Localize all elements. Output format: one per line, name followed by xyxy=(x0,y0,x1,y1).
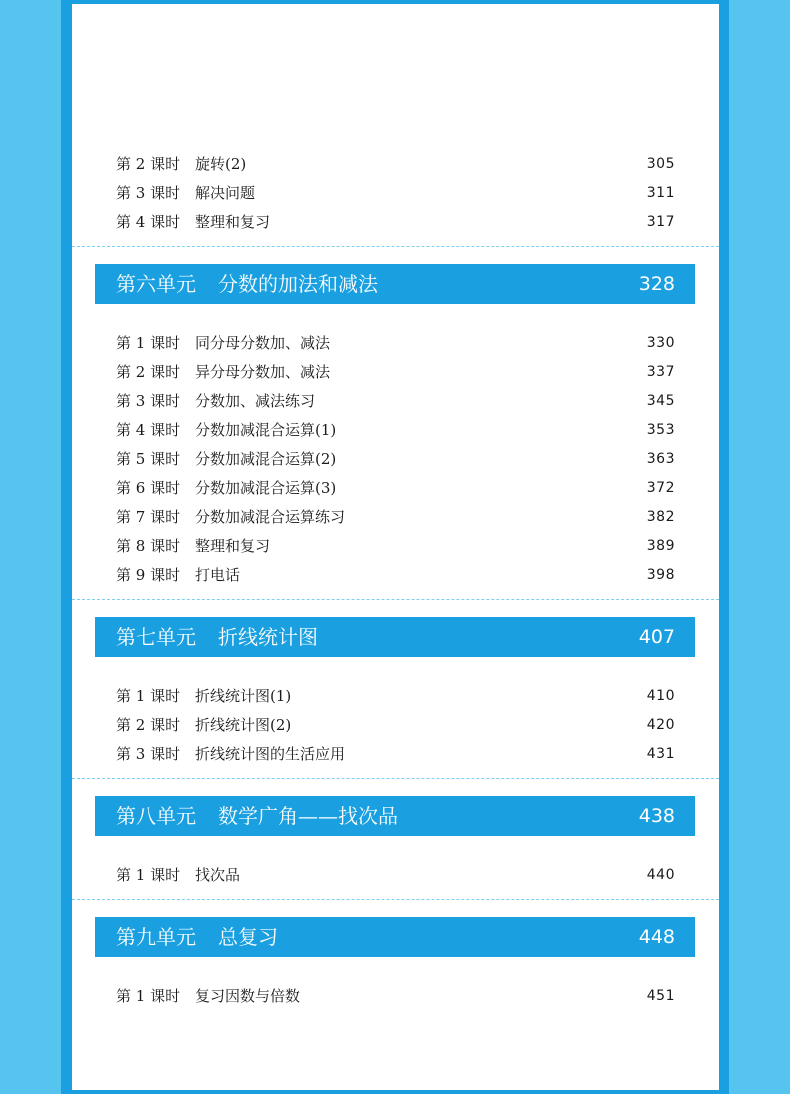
dashed-divider xyxy=(72,899,719,900)
lesson-page-number: 389 xyxy=(646,538,675,554)
lesson-title: 折线统计图(1) xyxy=(195,687,292,705)
lesson-number: 第 3 课时 xyxy=(116,184,181,202)
lesson-page-number: 440 xyxy=(646,867,675,883)
lesson-page-number: 451 xyxy=(646,988,675,1004)
lesson-page-number: 410 xyxy=(646,688,675,704)
unit-title: 总复习 xyxy=(218,925,278,949)
dashed-divider xyxy=(72,246,719,247)
lesson-number: 第 2 课时 xyxy=(116,716,181,734)
unit-header[interactable] xyxy=(95,796,695,836)
lesson-number: 第 3 课时 xyxy=(116,745,181,763)
lesson-page-number: 345 xyxy=(646,393,675,409)
lesson-title: 分数加减混合运算(3) xyxy=(195,479,337,497)
lesson-number: 第 5 课时 xyxy=(116,450,181,468)
lesson-number: 第 7 课时 xyxy=(116,508,181,526)
unit-page-number: 438 xyxy=(638,805,675,827)
lesson-row[interactable] xyxy=(72,358,719,387)
lesson-row[interactable] xyxy=(72,532,719,561)
lesson-row[interactable] xyxy=(72,861,719,890)
lesson-number: 第 1 课时 xyxy=(116,687,181,705)
lesson-page-number: 382 xyxy=(646,509,675,525)
lesson-title: 分数加减混合运算(1) xyxy=(195,421,337,439)
lesson-page-number: 353 xyxy=(646,422,675,438)
lesson-row[interactable] xyxy=(72,740,719,769)
lesson-number: 第 4 课时 xyxy=(116,213,181,231)
lesson-number: 第 9 课时 xyxy=(116,566,181,584)
unit-title: 折线统计图 xyxy=(218,625,318,649)
lesson-row[interactable] xyxy=(72,387,719,416)
lesson-row[interactable] xyxy=(72,150,719,179)
lesson-page-number: 330 xyxy=(646,335,675,351)
lesson-title: 整理和复习 xyxy=(195,213,271,231)
unit-header[interactable] xyxy=(95,617,695,657)
lesson-title: 整理和复习 xyxy=(195,537,271,555)
lesson-row[interactable] xyxy=(72,416,719,445)
unit-label: 第六单元 xyxy=(116,272,196,296)
dashed-divider xyxy=(72,599,719,600)
unit-page-number: 328 xyxy=(638,273,675,295)
lesson-page-number: 311 xyxy=(646,185,675,201)
lesson-row[interactable] xyxy=(72,208,719,237)
lesson-row[interactable] xyxy=(72,503,719,532)
lesson-title: 复习因数与倍数 xyxy=(195,987,301,1005)
unit-header[interactable] xyxy=(95,264,695,304)
lesson-title: 分数加、减法练习 xyxy=(195,392,316,410)
lesson-title: 异分母分数加、减法 xyxy=(195,363,331,381)
lesson-number: 第 8 课时 xyxy=(116,537,181,555)
unit-label: 第九单元 xyxy=(116,925,196,949)
unit-header[interactable] xyxy=(95,917,695,957)
lesson-title: 旋转(2) xyxy=(195,155,247,173)
lesson-number: 第 1 课时 xyxy=(116,987,181,1005)
unit-label: 第八单元 xyxy=(116,804,196,828)
lesson-page-number: 431 xyxy=(646,746,675,762)
lesson-row[interactable] xyxy=(72,682,719,711)
lesson-page-number: 305 xyxy=(646,156,675,172)
lesson-title: 折线统计图(2) xyxy=(195,716,292,734)
lesson-row[interactable] xyxy=(72,445,719,474)
lesson-title: 找次品 xyxy=(195,866,241,884)
toc-page xyxy=(72,4,719,1090)
lesson-number: 第 3 课时 xyxy=(116,392,181,410)
lesson-row[interactable] xyxy=(72,561,719,590)
lesson-row[interactable] xyxy=(72,711,719,740)
unit-page-number: 407 xyxy=(638,626,675,648)
unit-title: 数学广角——找次品 xyxy=(218,804,398,828)
lesson-page-number: 317 xyxy=(646,214,675,230)
lesson-page-number: 398 xyxy=(646,567,675,583)
lesson-number: 第 2 课时 xyxy=(116,155,181,173)
lesson-page-number: 337 xyxy=(646,364,675,380)
lesson-page-number: 363 xyxy=(646,451,675,467)
lesson-title: 解决问题 xyxy=(195,184,256,202)
lesson-number: 第 6 课时 xyxy=(116,479,181,497)
lesson-number: 第 4 课时 xyxy=(116,421,181,439)
lesson-title: 同分母分数加、减法 xyxy=(195,334,331,352)
lesson-title: 分数加减混合运算练习 xyxy=(195,508,346,526)
lesson-number: 第 1 课时 xyxy=(116,334,181,352)
dashed-divider xyxy=(72,778,719,779)
lesson-title: 折线统计图的生活应用 xyxy=(195,745,346,763)
lesson-number: 第 2 课时 xyxy=(116,363,181,381)
unit-title: 分数的加法和减法 xyxy=(218,272,378,296)
lesson-page-number: 420 xyxy=(646,717,675,733)
lesson-row[interactable] xyxy=(72,982,719,1011)
unit-label: 第七单元 xyxy=(116,625,196,649)
lesson-title: 分数加减混合运算(2) xyxy=(195,450,337,468)
lesson-row[interactable] xyxy=(72,474,719,503)
lesson-page-number: 372 xyxy=(646,480,675,496)
lesson-number: 第 1 课时 xyxy=(116,866,181,884)
lesson-row[interactable] xyxy=(72,179,719,208)
unit-page-number: 448 xyxy=(638,926,675,948)
lesson-title: 打电话 xyxy=(195,566,241,584)
lesson-row[interactable] xyxy=(72,329,719,358)
